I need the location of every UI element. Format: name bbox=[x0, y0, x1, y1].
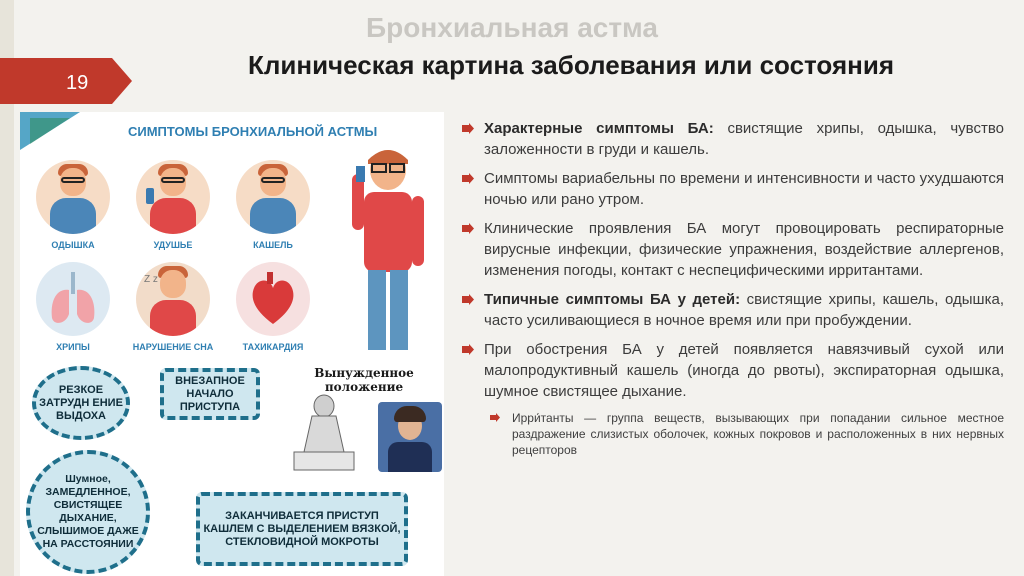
bullet-arrow-icon bbox=[462, 344, 474, 355]
symptom-label: ОДЫШКА bbox=[51, 240, 95, 250]
sitting-man-sketch bbox=[274, 392, 370, 472]
bullet-item: Типичные симптомы БА у детей: свистящие хрипы, кашель, одышка, часто усиливающиеся в ночное время или при пробуждении. bbox=[460, 289, 1004, 331]
symptom-suffocation bbox=[128, 160, 218, 250]
bullet-arrow-icon bbox=[462, 123, 474, 134]
symptom-wheezing bbox=[28, 262, 118, 352]
bullet-arrow-icon bbox=[462, 223, 474, 234]
symptom-label: НАРУШЕНИЕ СНА bbox=[132, 342, 214, 352]
symptom-box-sudden-onset: ВНЕЗАПНОЕ НАЧАЛО ПРИСТУПА bbox=[160, 368, 260, 420]
sub-bullet-item: Ирри́танты — группа веществ, вызывающих при попадании сильное местное раздражение слизистых оболочек, кожных покровов и расположенных в них нервных рецепторов bbox=[460, 410, 1004, 458]
bullet-arrow-icon bbox=[462, 173, 474, 184]
bullet-item: Симптомы вариабельны по времени и интенсивности и часто ухудшаются ночью или рано утром. bbox=[460, 168, 1004, 210]
bullet-arrow-icon bbox=[462, 294, 474, 305]
symptom-label: УДУШЬЕ bbox=[153, 240, 193, 250]
symptom-label: КАШЕЛЬ bbox=[253, 240, 293, 250]
slide-supertitle: Бронхиальная астма bbox=[366, 12, 658, 43]
lungs-icon bbox=[36, 262, 110, 336]
symptom-tachycardia bbox=[228, 262, 318, 352]
inhaler-icon bbox=[146, 188, 154, 204]
bullet-item: Клинические проявления БА могут провоцировать респираторные вирусные инфекции, физические упражнения, воздействие аллергенов, изменения погоды, контакт с неспецифическими ирритантами. bbox=[460, 218, 1004, 281]
slide-number: 19 bbox=[66, 72, 89, 94]
symptom-bubble-exhale: РЕЗКОЕ ЗАТРУДН ЕНИЕ ВЫДОХА bbox=[32, 366, 130, 440]
bullet-list bbox=[460, 118, 1004, 458]
bullet-item: При обострения БА у детей появляется навязчивый сухой или малопродуктивный кашель (иногда до рвоты), экспираторная одышка, шумное свистящее дыхание. bbox=[460, 339, 1004, 402]
symptoms-infographic bbox=[20, 112, 444, 576]
symptom-cough bbox=[228, 160, 318, 250]
standing-man-with-inhaler bbox=[338, 146, 438, 356]
forced-position-title: Вынужденное положение bbox=[314, 366, 414, 394]
symptom-bubble-noisy-breathing: Шумное, ЗАМЕДЛЕННОЕ, СВИСТЯЩЕЕ ДЫХАНИЕ, СЛЫШИМОЕ ДАЖЕ НА РАССТОЯНИИ bbox=[26, 450, 150, 574]
symptom-sleep-disorder bbox=[128, 262, 218, 352]
infographic-title: СИМПТОМЫ БРОНХИАЛЬНОЙ АСТМЫ bbox=[128, 124, 378, 139]
bullet-arrow-icon bbox=[490, 413, 500, 422]
symptom-box-ends-with-cough: ЗАКАНЧИВАЕТСЯ ПРИСТУП КАШЛЕМ С ВЫДЕЛЕНИЕМ ВЯЗКОЙ, СТЕКЛОВИДНОЙ МОКРОТЫ bbox=[196, 492, 408, 566]
bullet-item: Характерные симптомы БА: свистящие хрипы, одышка, чувство заложенности в груди и кашель. bbox=[460, 118, 1004, 160]
symptom-label: ХРИПЫ bbox=[56, 342, 90, 352]
heart-icon bbox=[236, 262, 310, 336]
zzz-icon: Z z bbox=[144, 274, 158, 285]
slide-title: Клиническая картина заболевания или состояния bbox=[248, 50, 894, 80]
symptom-breathless bbox=[28, 160, 118, 250]
symptom-label: ТАХИКАРДИЯ bbox=[242, 342, 304, 352]
woman-photo bbox=[378, 402, 442, 472]
